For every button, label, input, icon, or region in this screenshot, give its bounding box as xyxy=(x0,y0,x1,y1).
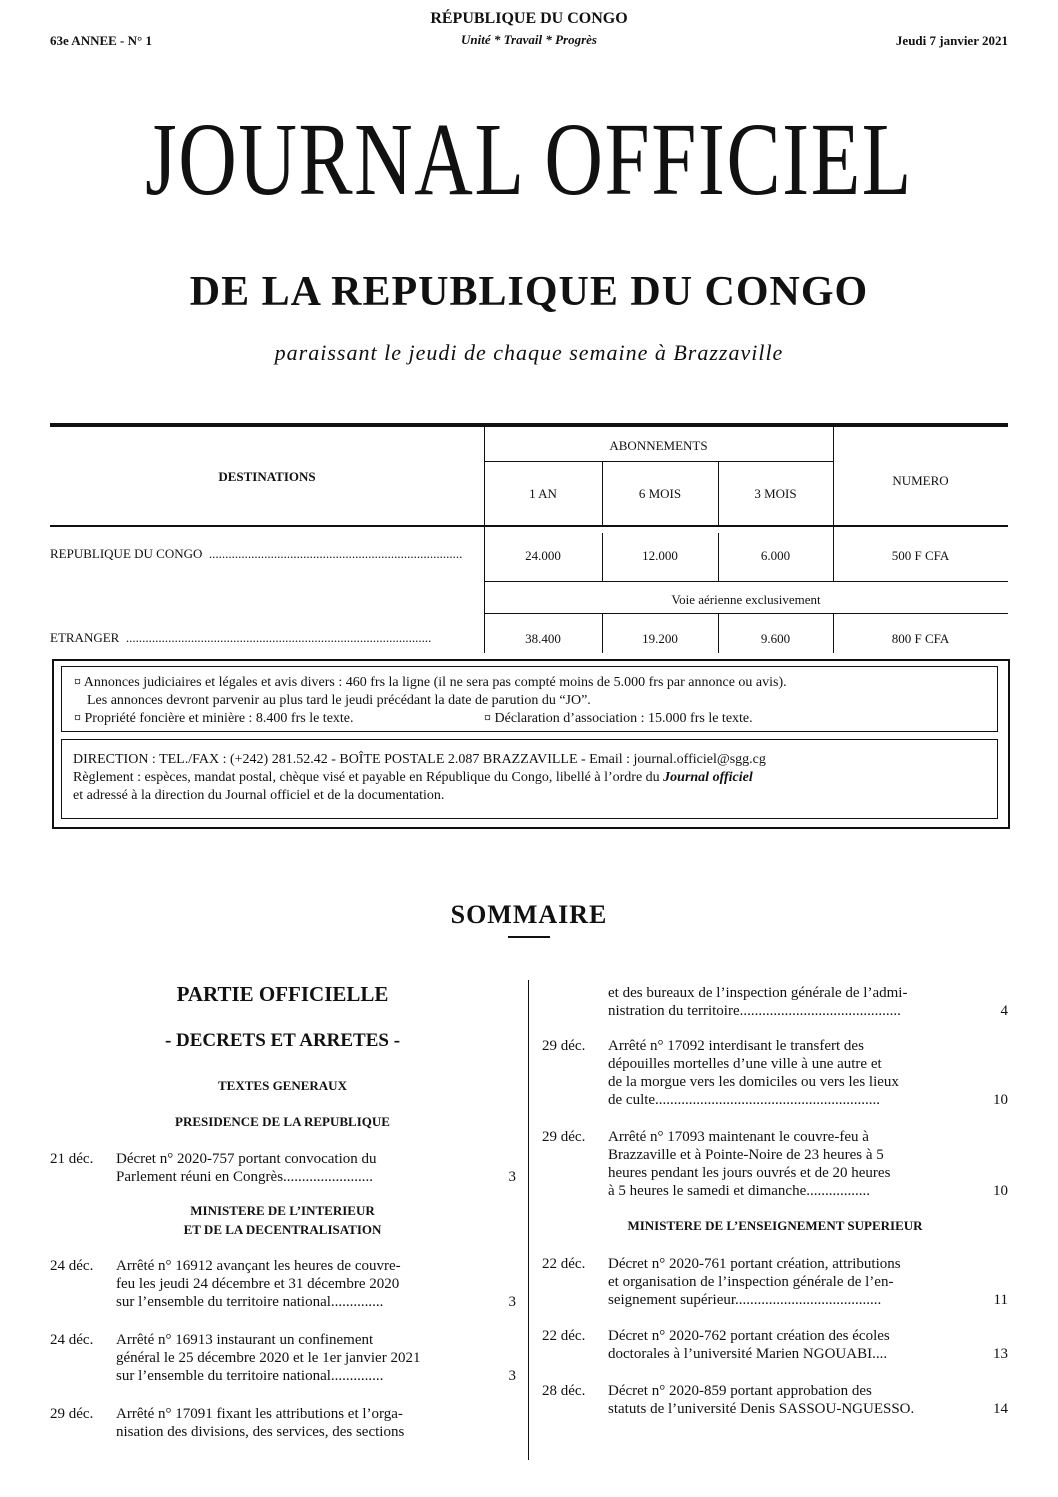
entry-page: 11 xyxy=(993,1292,1008,1308)
entry-text xyxy=(116,1405,451,1441)
table-row: ETRANGER .............................................................................................. xyxy=(50,630,432,645)
price-1an: 38.400 xyxy=(525,631,561,646)
list-item xyxy=(50,1150,516,1188)
entry-line: sur l’ensemble du territoire national.............. xyxy=(116,1294,384,1310)
republic-title: RÉPUBLIQUE DU CONGO xyxy=(430,10,628,27)
air-note: Voie aérienne exclusivement xyxy=(671,592,821,607)
price-6mois: 12.000 xyxy=(642,548,678,563)
dest-name: REPUBLIQUE DU CONGO xyxy=(50,546,203,561)
entry-line: nisation des divisions, des services, des sections xyxy=(116,1424,405,1440)
issue-date: Jeudi 7 janvier 2021 xyxy=(895,33,1008,48)
entry-date: 29 déc. xyxy=(542,1038,586,1054)
entry-line: Parlement réuni en Congrès........................ xyxy=(116,1169,374,1185)
entry-date: 22 déc. xyxy=(542,1328,586,1344)
entry-line: Décret n° 2020-761 portant création, attributions xyxy=(608,1256,901,1272)
entry-line: de culte............................................................ xyxy=(608,1092,881,1108)
list-item xyxy=(542,1128,1008,1202)
partie-officielle-heading: PARTIE OFFICIELLE xyxy=(176,982,389,1006)
table-top-rule xyxy=(50,423,1008,427)
entry-line: de la morgue vers les domiciles ou vers les lieux xyxy=(608,1074,899,1090)
divider xyxy=(50,525,1008,527)
journal-subtitle: DE LA REPUBLIQUE DU CONGO xyxy=(189,269,869,315)
entry-page: 10 xyxy=(993,1092,1008,1108)
list-item xyxy=(542,1255,1008,1311)
entry-text xyxy=(608,1255,943,1309)
journal-name: Journal officiel xyxy=(663,770,753,785)
abonnements-header: ABONNEMENTS xyxy=(609,438,708,453)
journal-title: JOURNAL OFFICIEL xyxy=(145,102,913,217)
notice-line: Les annonces devront parvenir au plus tard le jeudi précédant la date de parution du “JO”. xyxy=(87,693,591,708)
entry-page: 3 xyxy=(508,1169,516,1185)
price-1an: 24.000 xyxy=(525,548,561,563)
list-item xyxy=(50,1257,516,1313)
entry-line: sur l’ensemble du territoire national.............. xyxy=(116,1368,384,1384)
entry-line: Arrêté n° 17091 fixant les attributions et l’orga- xyxy=(116,1406,403,1422)
list-item xyxy=(50,1405,516,1443)
divider xyxy=(484,461,833,462)
title-underline xyxy=(508,936,550,938)
entry-line: Arrêté n° 17093 maintenant le couvre-feu à xyxy=(608,1129,869,1145)
textes-heading: TEXTES GENERAUX xyxy=(218,1078,347,1093)
entry-line: à 5 heures le samedi et dimanche................. xyxy=(608,1183,871,1199)
entry-line: heures pendant les jours ouvrés et de 20 heures xyxy=(608,1165,891,1181)
entry-text xyxy=(116,1331,451,1385)
entry-line: Décret n° 2020-762 portant création des écoles xyxy=(608,1328,890,1344)
interieur-heading-2: ET DE LA DECENTRALISATION xyxy=(183,1222,382,1237)
entry-line: et organisation de l’inspection générale de l’en- xyxy=(608,1274,894,1290)
notice-line: ¤ Propriété foncière et minière : 8.400 frs le texte. xyxy=(74,711,354,726)
entry-line: feu les jeudi 24 décembre et 31 décembre 2020 xyxy=(116,1276,400,1292)
entry-text xyxy=(608,1128,943,1200)
edition-number: 63e ANNEE - N° 1 xyxy=(50,33,152,48)
entry-text xyxy=(116,1150,451,1186)
entry-date: 29 déc. xyxy=(50,1406,94,1422)
entry-text xyxy=(608,1382,943,1418)
direction-address: et adressé à la direction du Journal officiel et de la documentation. xyxy=(73,788,445,803)
presidence-heading: PRESIDENCE DE LA REPUBLIQUE xyxy=(175,1114,390,1129)
table-row: REPUBLIQUE DU CONGO .............................................................................. xyxy=(50,546,463,561)
divider xyxy=(484,613,1008,614)
entry-page: 10 xyxy=(993,1183,1008,1199)
sommaire-title: SOMMAIRE xyxy=(450,900,608,929)
entry-date: 21 déc. xyxy=(50,1151,94,1167)
column-divider xyxy=(528,980,529,1460)
entry-date: 22 déc. xyxy=(542,1256,586,1272)
entry-page: 13 xyxy=(993,1346,1008,1362)
entry-line: Arrêté n° 17092 interdisant le transfert des xyxy=(608,1038,864,1054)
col-6mois: 6 MOIS xyxy=(638,486,682,501)
entry-date: 28 déc. xyxy=(542,1383,586,1399)
enseignement-heading: MINISTERE DE L’ENSEIGNEMENT SUPERIEUR xyxy=(627,1218,923,1233)
price-3mois: 6.000 xyxy=(760,548,791,563)
entry-line: Décret n° 2020-757 portant convocation du xyxy=(116,1151,377,1167)
notice-line: ¤ Déclaration d’association : 15.000 frs le texte. xyxy=(484,711,753,726)
interieur-heading-1: MINISTERE DE L’INTERIEUR xyxy=(190,1203,375,1218)
decrets-heading: - DECRETS ET ARRETES - xyxy=(164,1030,401,1051)
entry-text xyxy=(608,1037,943,1109)
entry-date: 29 déc. xyxy=(542,1129,586,1145)
entry-line: doctorales à l’université Marien NGOUABI.... xyxy=(608,1346,888,1362)
numero-header: NUMERO xyxy=(892,473,949,488)
entry-line: Arrêté n° 16913 instaurant un confinement xyxy=(116,1332,374,1348)
col-3mois: 3 MOIS xyxy=(754,486,797,501)
entry-line: et des bureaux de l’inspection générale de l’admi- xyxy=(608,985,908,1001)
list-item xyxy=(50,1331,516,1387)
entry-line: Brazzaville et à Pointe-Noire de 23 heures à 5 xyxy=(608,1147,884,1163)
price-6mois: 19.200 xyxy=(642,631,678,646)
price-numero: 800 F CFA xyxy=(891,631,950,646)
list-item xyxy=(542,1327,1008,1365)
entry-line: nistration du territoire........................................... xyxy=(608,1003,901,1019)
payment-text: Règlement : espèces, mandat postal, chèque visé et payable en République du Congo, libellé à l’ordre du xyxy=(73,770,664,785)
notice-line: ¤ Annonces judiciaires et légales et avis divers : 460 frs la ligne (il ne sera pas compté moins de 5.000 frs par annonce ou avis). xyxy=(74,675,787,690)
entry-text xyxy=(116,1257,451,1311)
entry-line: Décret n° 2020-859 portant approbation des xyxy=(608,1383,872,1399)
list-item xyxy=(542,1037,1008,1111)
dest-name: ETRANGER xyxy=(50,630,120,645)
publication-frequency: paraissant le jeudi de chaque semaine à Brazzaville xyxy=(274,340,784,365)
divider xyxy=(484,581,1008,582)
price-numero: 500 F CFA xyxy=(891,548,950,563)
national-motto: Unité * Travail * Progrès xyxy=(460,32,597,47)
entry-date: 24 déc. xyxy=(50,1332,94,1348)
entry-page: 3 xyxy=(508,1294,516,1310)
price-3mois: 9.600 xyxy=(760,631,791,646)
entry-date: 24 déc. xyxy=(50,1258,94,1274)
entry-page: 3 xyxy=(508,1368,516,1384)
entry-line: statuts de l’université Denis SASSOU-NGUESSO. xyxy=(608,1401,915,1417)
direction-contact: DIRECTION : TEL./FAX : (+242) 281.52.42 - BOÎTE POSTALE 2.087 BRAZZAVILLE - Email : journal.officiel@sgg.cg xyxy=(73,752,766,767)
destinations-header: DESTINATIONS xyxy=(218,469,316,484)
direction-payment xyxy=(73,770,753,786)
entry-line: Arrêté n° 16912 avançant les heures de couvre- xyxy=(116,1258,401,1274)
list-item xyxy=(542,1382,1008,1420)
entry-page: 4 xyxy=(1000,1003,1008,1019)
entry-text xyxy=(608,984,943,1020)
entry-line: dépouilles mortelles d’une ville à une autre et xyxy=(608,1056,882,1072)
entry-line: général le 25 décembre 2020 et le 1er janvier 2021 xyxy=(116,1350,421,1366)
entry-line: seignement supérieur....................................... xyxy=(608,1292,882,1308)
entry-text xyxy=(608,1327,943,1363)
list-item xyxy=(542,984,1008,1022)
entry-page: 14 xyxy=(993,1401,1008,1417)
col-1an: 1 AN xyxy=(529,486,557,501)
